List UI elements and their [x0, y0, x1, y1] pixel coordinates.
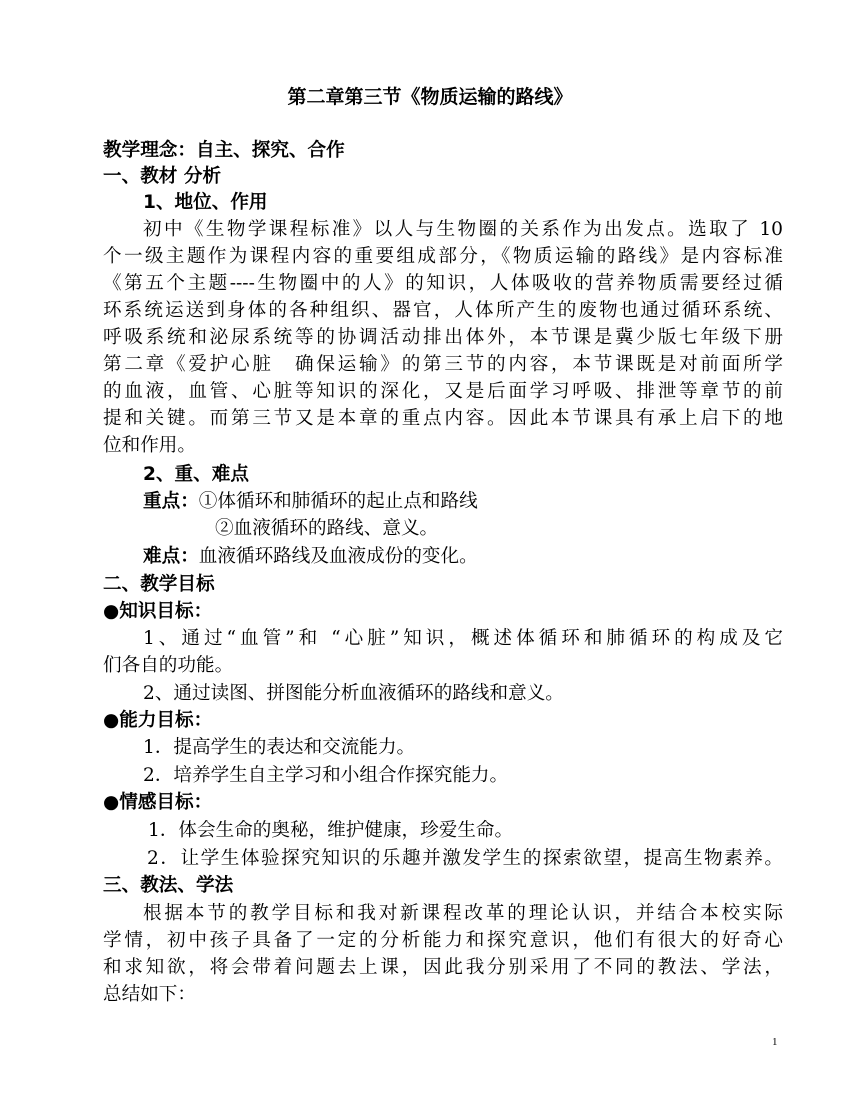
paragraph-line: 第二章《爱护心脏 确保运输》的第三节的内容，本节课既是对前面所学: [103, 354, 783, 375]
section-heading-3: 三、教法、学法: [103, 875, 234, 896]
list-item: 2．培养学生自主学习和小组合作探究能力。: [143, 765, 509, 786]
paragraph-line: 个一级主题作为课程内容的重要组成部分，《物质运输的路线》是内容标准: [103, 246, 783, 267]
paragraph-line: 总结如下：: [103, 984, 196, 1005]
paragraph-line: 提和关键。而第三节又是本章的重点内容。因此本节课具有承上启下的地: [103, 408, 783, 429]
paragraph-line: 1、通过“血管”和 “心脏”知识，概述体循环和肺循环的构成及它: [143, 628, 783, 649]
paragraph-line: 2、通过读图、拼图能分析血液循环的路线和意义。: [143, 683, 564, 704]
subheading-position: 1、地位、作用: [143, 192, 268, 213]
paragraph-line: 位和作用。: [103, 435, 196, 456]
difficulty-point: [143, 544, 783, 570]
key-points-label: 重点：: [143, 491, 199, 512]
paragraph-line: 的血液，血管、心脏等知识的深化，又是后面学习呼吸、排泄等章节的前: [103, 381, 783, 402]
paragraph-line: 初中《生物学课程标准》以人与生物圈的关系作为出发点。选取了 10: [143, 219, 783, 240]
key-point-1: [143, 489, 783, 515]
paragraph-line: 《第五个主题----生物圈中的人》的知识，人体吸收的营养物质需要经过循: [103, 273, 783, 294]
knowledge-goals-heading: ●知识目标：: [103, 601, 213, 622]
subheading-key-points: 2、重、难点: [143, 464, 249, 485]
section-heading-2: 二、教学目标: [103, 574, 215, 595]
list-item: 2．让学生体验探究知识的乐趣并激发学生的探索欲望，提高生物素养。: [147, 848, 783, 869]
difficulty-text: 血液循环路线及血液成份的变化。: [198, 546, 478, 567]
key-point-2: ②血液循环的路线、意义。: [215, 518, 439, 539]
paragraph-line: 学情，初中孩子具备了一定的分析能力和探究意识，他们有很大的好奇心: [103, 930, 783, 951]
paragraph-line: 根据本节的教学目标和我对新课程改革的理论认识，并结合本校实际: [143, 903, 783, 924]
ability-goals-heading: ●能力目标：: [103, 710, 213, 731]
list-item: 1．体会生命的奥秘，维护健康，珍爱生命。: [148, 820, 514, 841]
key-point-text: ①体循环和肺循环的起止点和路线: [198, 491, 478, 512]
page-number: 1: [772, 1036, 778, 1048]
list-item: 1．提高学生的表达和交流能力。: [143, 737, 416, 758]
paragraph-line: 呼吸系统和泌尿系统等的协调活动排出体外，本节课是冀少版七年级下册: [103, 327, 783, 348]
page-title: 第二章第三节《物质运输的路线》: [287, 86, 573, 108]
paragraph-line: 们各自的功能。: [103, 655, 234, 676]
difficulty-label: 难点：: [143, 546, 199, 567]
section-heading-1: 一、教材 分析: [103, 166, 222, 187]
teaching-philosophy: 教学理念：自主、探究、合作: [103, 140, 345, 161]
emotion-goals-heading: ●情感目标：: [103, 792, 213, 813]
paragraph-line: 和求知欲，将会带着问题去上课，因此我分别采用了不同的教法、学法，: [103, 957, 783, 978]
paragraph-line: 环系统运送到身体的各种组织、器官，人体所产生的废物也通过循环系统、: [103, 300, 783, 321]
